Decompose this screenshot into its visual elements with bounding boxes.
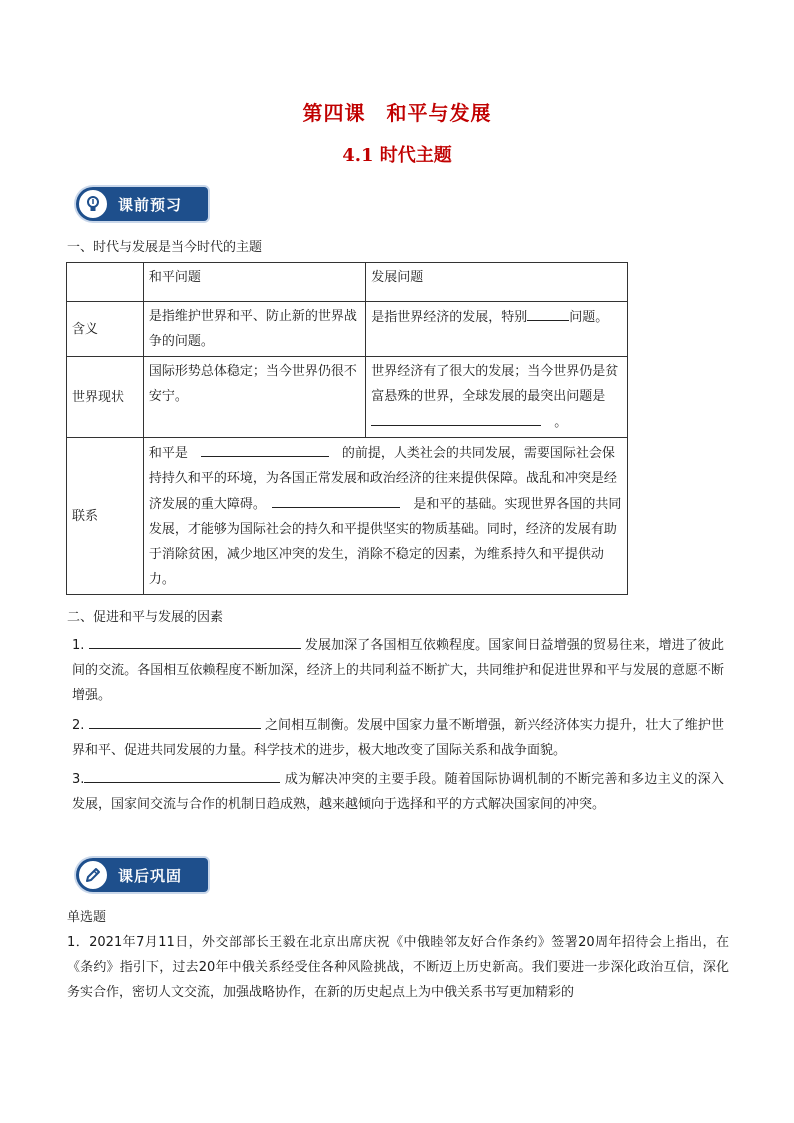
- table-header-cell: [67, 263, 144, 302]
- factor-item-3: [72, 766, 724, 817]
- text: 。: [554, 415, 568, 430]
- pencil-icon: [77, 859, 109, 891]
- text: 问题。: [569, 310, 609, 325]
- table-header-cell: 发展问题: [366, 263, 628, 302]
- cell-status-peace: 国际形势总体稳定；当今世界仍很不安宁。: [143, 357, 365, 438]
- factor-number: 2.: [72, 718, 85, 733]
- section-heading-1: 一、时代与发展是当今时代的主题: [67, 240, 263, 255]
- text: 世界经济有了很大的发展；当今世界仍是贫富悬殊的世界，全球发展的最突出问题是: [371, 364, 619, 404]
- table-header-cell: 和平问题: [143, 263, 365, 302]
- fill-blank[interactable]: [272, 491, 400, 508]
- factor-item-1: [72, 632, 724, 708]
- table-row: [67, 302, 628, 357]
- factor-text: 之间相互制衡。发展中国家力量不断增强，新兴经济体实力提升，壮大了维护世界和平、促进共同发展的力量。科学技术的进步，极大地改变了国际关系和战争面貌。: [72, 718, 724, 758]
- row-label-meaning: 含义: [67, 302, 144, 357]
- table-header-row: [67, 263, 628, 302]
- fill-blank[interactable]: [371, 409, 541, 426]
- fill-blank[interactable]: [89, 632, 301, 649]
- preview-banner-label: 课前预习: [118, 196, 183, 214]
- row-label-link: 联系: [67, 438, 144, 595]
- factor-item-2: [72, 712, 724, 763]
- page-subtitle: 4.1 时代主题: [342, 145, 452, 166]
- fill-blank[interactable]: [201, 440, 329, 457]
- text: 和平是: [148, 446, 188, 461]
- text: 是指世界经济的发展，特别: [371, 310, 528, 325]
- review-banner: [76, 858, 208, 892]
- page-title: 第四课 和平与发展: [302, 101, 492, 125]
- section-heading-2: 二、促进和平与发展的因素: [67, 610, 224, 625]
- question-1: 1．2021年7月11日，外交部部长王毅在北京出席庆祝《中俄睦邻友好合作条约》签署20周年招待会上指出，在《条约》指引下，过去20年中俄关系经受住各种风险挑战，不断迈上历史新高。我们要进一步深化政治互信，深化务实合作，密切人文交流，加强战略协作，在新的历史起点上为中俄关系书写更加精彩的: [67, 935, 729, 1000]
- row-label-status: 世界现状: [67, 357, 144, 438]
- preview-banner: [76, 187, 208, 221]
- cell-meaning-dev: [366, 302, 628, 357]
- cell-link: [143, 438, 627, 595]
- factor-number: 3.: [72, 772, 85, 787]
- cell-meaning-peace: 是指维护世界和平、防止新的世界战争的问题。: [143, 302, 365, 357]
- factor-text: 成为解决冲突的主要手段。随着国际协调机制的不断完善和多边主义的深入发展，国家间交流与合作的机制日趋成熟，越来越倾向于选择和平的方式解决国家间的冲突。: [72, 772, 724, 812]
- fill-blank[interactable]: [84, 766, 280, 783]
- theme-table: [66, 262, 628, 595]
- text: 是和平的基础。实现世界各国的共同发展，才能够为国际社会的持久和平提供坚实的物质基础。同时，经济的发展有助于消除贫困，减少地区冲突的发生，消除不稳定的因素，为维系持久和平提供动力。: [148, 497, 622, 587]
- fill-blank[interactable]: [527, 304, 569, 321]
- lightbulb-icon: [77, 188, 109, 220]
- factor-number: 1.: [72, 638, 85, 653]
- table-row: [67, 438, 628, 595]
- fill-blank[interactable]: [89, 712, 261, 729]
- question-type-label: 单选题: [67, 910, 107, 925]
- review-banner-label: 课后巩固: [118, 867, 183, 885]
- table-row: [67, 357, 628, 438]
- cell-status-dev: [366, 357, 628, 438]
- factor-text: 发展加深了各国相互依赖程度。国家间日益增强的贸易往来，增进了彼此间的交流。各国相互依赖程度不断加深，经济上的共同利益不断扩大，共同维护和促进世界和平与发展的意愿不断增强。: [72, 638, 724, 703]
- text: 的前提，人类社会的共同发展，需要国际社会保持持久和平的环境，为各国正常发展和政治经济的往来提供保障。战乱和冲突是经济发展的重大障碍。: [148, 446, 617, 512]
